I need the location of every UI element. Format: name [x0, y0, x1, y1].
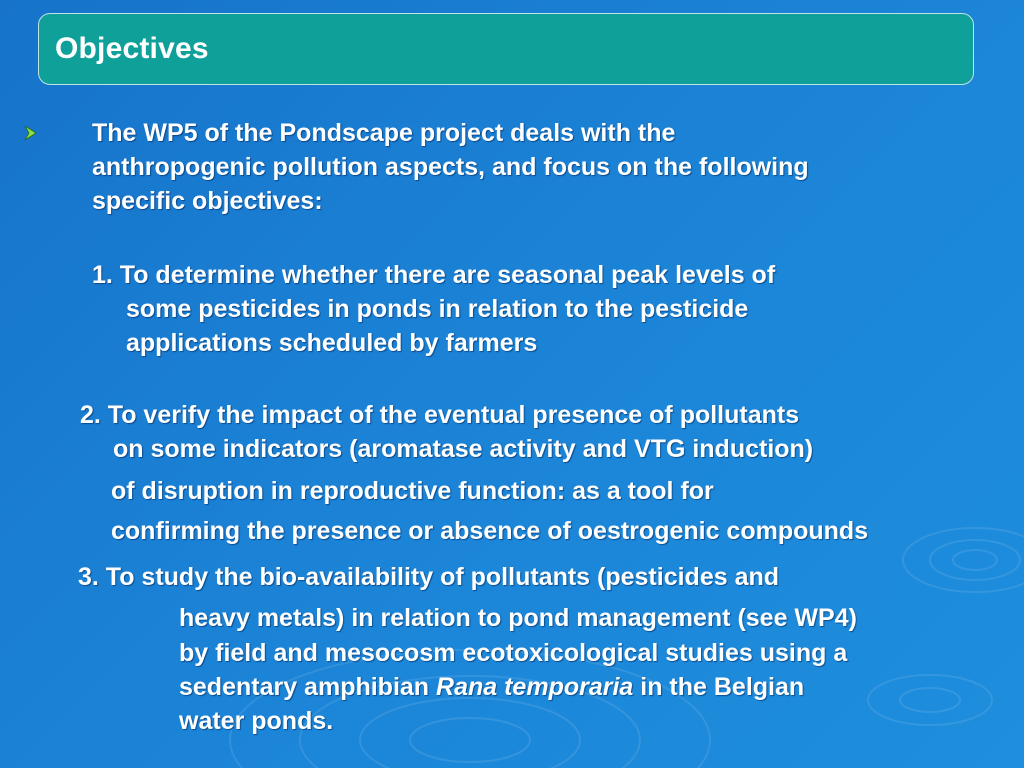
objective-1-line-2: some pesticides in ponds in relation to the pesticide: [126, 295, 749, 323]
intro-line-2: anthropogenic pollution aspects, and focus on the following: [92, 153, 809, 181]
objective-3-line-4-after: in the Belgian: [633, 673, 805, 701]
objective-1-line-3: applications scheduled by farmers: [126, 329, 538, 357]
objective-3-line-1: 3. To study the bio-availability of pollutants (pesticides and: [78, 563, 780, 591]
arrow-bullet-icon: [22, 124, 40, 142]
objective-1-line-1: 1. To determine whether there are seasonal peak levels of: [92, 261, 776, 289]
objective-3-line-2: heavy metals) in relation to pond management (see WP4): [179, 604, 857, 632]
species-name: Rana temporaria: [436, 673, 634, 701]
objective-3-line-4: [179, 670, 804, 704]
objective-2-line-3: of disruption in reproductive function: as a tool for: [111, 477, 714, 505]
objective-2-line-4: confirming the presence or absence of oestrogenic compounds: [111, 517, 869, 545]
objective-3-line-4-before: sedentary amphibian: [179, 673, 437, 701]
intro-line-1: The WP5 of the Pondscape project deals with the: [92, 119, 676, 147]
objective-3-line-3: by field and mesocosm ecotoxicological studies using a: [179, 639, 848, 667]
objective-2-line-2: on some indicators (aromatase activity and VTG induction): [113, 435, 814, 463]
intro-line-3: specific objectives:: [92, 187, 323, 215]
objective-2-line-1: 2. To verify the impact of the eventual presence of pollutants: [80, 401, 800, 429]
slide-title: Objectives: [55, 32, 209, 65]
title-bar: [38, 13, 974, 85]
objective-3-line-5: water ponds.: [179, 707, 334, 735]
